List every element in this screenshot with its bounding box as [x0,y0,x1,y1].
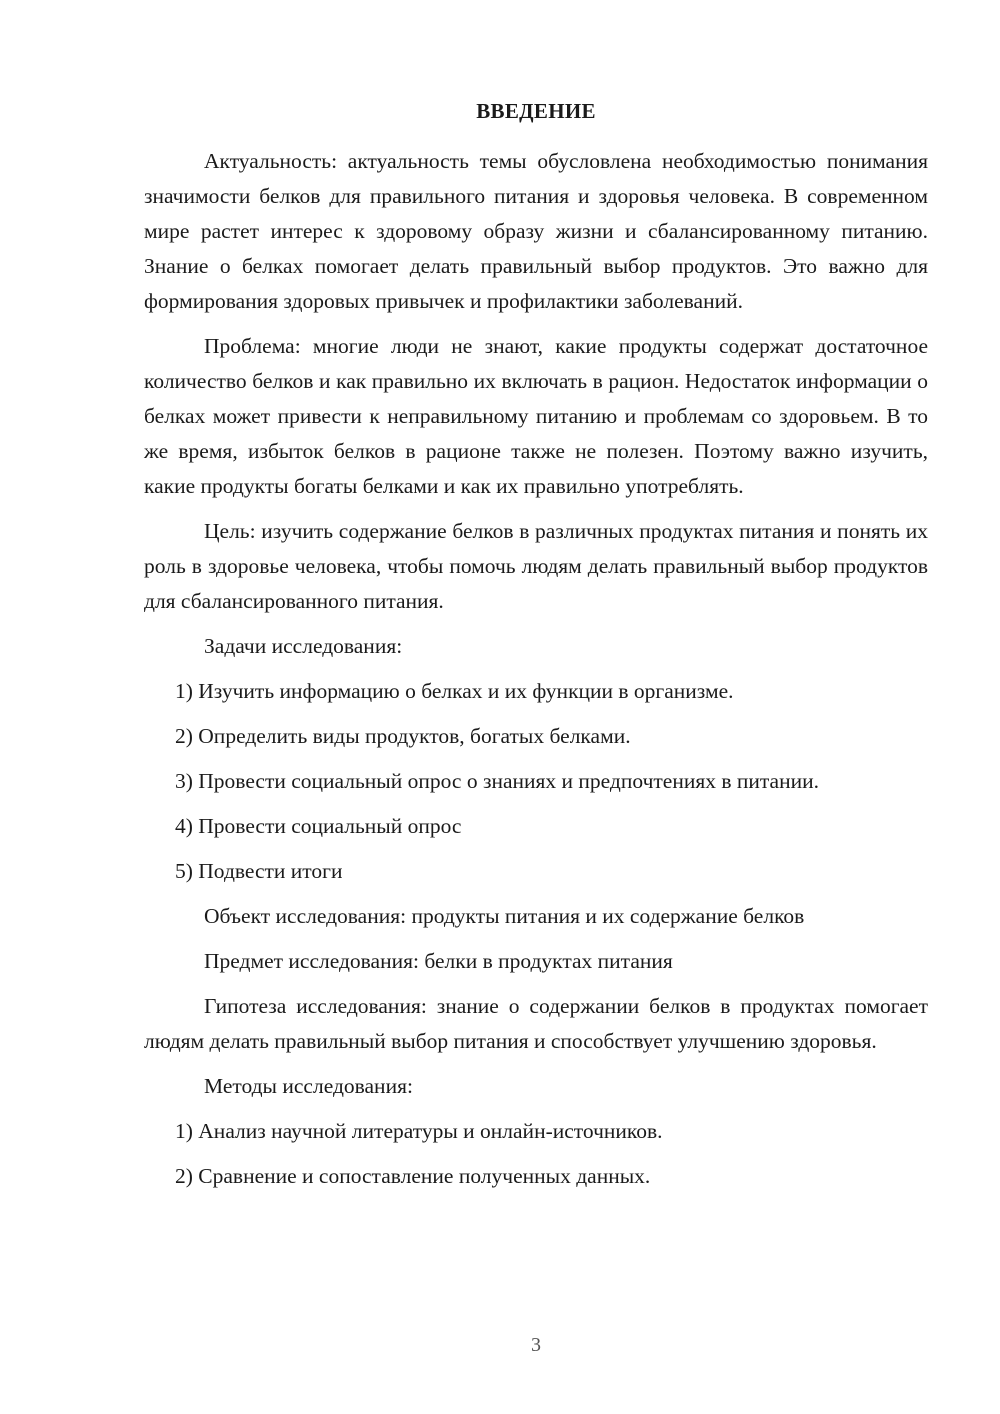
list-item: 4) Провести социальный опрос [175,814,462,838]
page-number: 3 [531,1334,541,1356]
tasks-list [144,674,928,889]
relevance-paragraph: Актуальность: актуальность темы обусловлена необходимостью понимания значимости белков для правильного питания и здоровья человека. В современном мире растет интерес к здоровому образу жизни и сбалансированному питанию. Знание о белках помогает делать правильный выбор продуктов. Это важно для формирования здоровых привычек и профилактики заболеваний. [144,149,928,313]
list-item: 2) Определить виды продуктов, богатых белками. [175,724,631,748]
hypothesis-paragraph: Гипотеза исследования: знание о содержании белков в продуктах помогает людям делать правильный выбор питания и способствует улучшению здоровья. [144,994,928,1053]
object-paragraph: Объект исследования: продукты питания и их содержание белков [204,904,805,928]
list-item: 3) Провести социальный опрос о знаниях и предпочтениях в питании. [175,769,819,793]
page-title: ВВЕДЕНИЕ [476,99,596,123]
list-item: 1) Изучить информацию о белках и их функции в организме. [175,679,734,703]
list-item: 1) Анализ научной литературы и онлайн-источников. [175,1119,663,1143]
list-item: 2) Сравнение и сопоставление полученных данных. [175,1164,651,1188]
subject-paragraph: Предмет исследования: белки в продуктах питания [204,949,673,973]
goal-paragraph: Цель: изучить содержание белков в различных продуктах питания и понять их роль в здоровье человека, чтобы помочь людям делать правильный выбор продуктов для сбалансированного питания. [144,519,928,613]
methods-heading: Методы исследования: [204,1074,413,1098]
methods-list [144,1114,928,1194]
tasks-heading: Задачи исследования: [204,634,403,658]
list-item: 5) Подвести итоги [175,859,343,883]
document-body [144,144,928,1204]
problem-paragraph: Проблема: многие люди не знают, какие продукты содержат достаточное количество белков и как правильно их включать в рацион. Недостаток информации о белках может привести к неправильному питанию и проблемам со здоровьем. В то же время, избыток белков в рационе также не полезен. Поэтому важно изучить, какие продукты богаты белками и как их правильно употреблять. [144,334,928,498]
